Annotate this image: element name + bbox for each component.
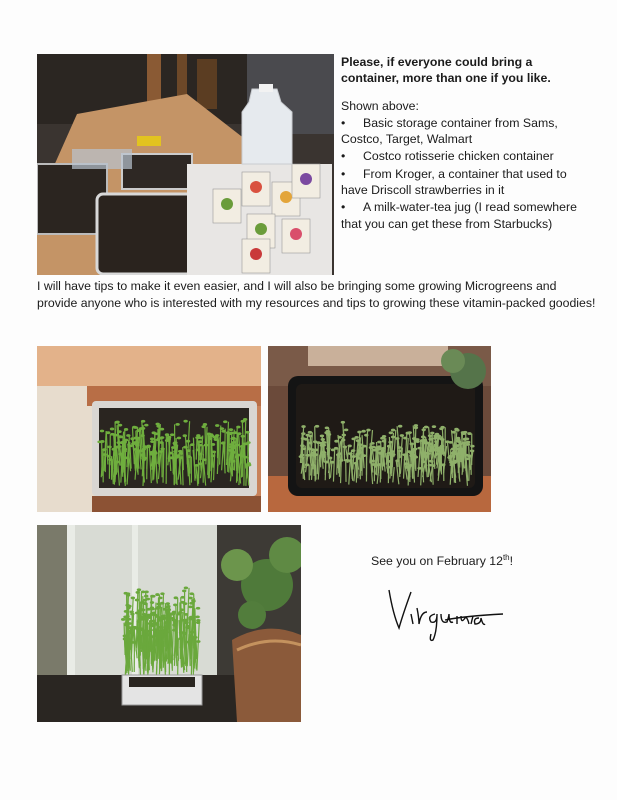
photo-black-tray-sprouts	[268, 346, 491, 512]
list-item: • A milk-water-tea jug (I read somewhere that you can get these from Starbucks)	[341, 200, 577, 231]
list-item: • From Kroger, a container that used to have Driscoll strawberries in it	[341, 166, 567, 198]
bullet-icon: •	[341, 149, 346, 164]
shown-above-heading: Shown above:	[341, 98, 419, 113]
closing-line: See you on February 12th!	[371, 553, 514, 569]
list-item: • Basic storage container from Sams, Costco, Target, Walmart	[341, 115, 558, 147]
list-item: • Costco rotisserie chicken container	[341, 149, 554, 164]
photo-microgreens-tray	[37, 346, 261, 512]
bullet-icon: •	[341, 200, 346, 215]
container-info-column	[341, 54, 586, 233]
signature	[385, 584, 505, 644]
photo-window-plants	[37, 525, 301, 722]
bullet-icon: •	[341, 166, 346, 181]
container-list	[341, 115, 586, 232]
bullet-icon: •	[341, 115, 346, 130]
tips-paragraph: I will have tips to make it even easier, and I will also be bringing some growing Microgreens and provide anyone who is interested with my resources and tips to growing these vitamin-packed goodies!	[37, 279, 596, 310]
photo-containers-and-seeds	[37, 54, 334, 275]
container-request: Please, if everyone could bring a container, more than one if you like.	[341, 55, 551, 86]
